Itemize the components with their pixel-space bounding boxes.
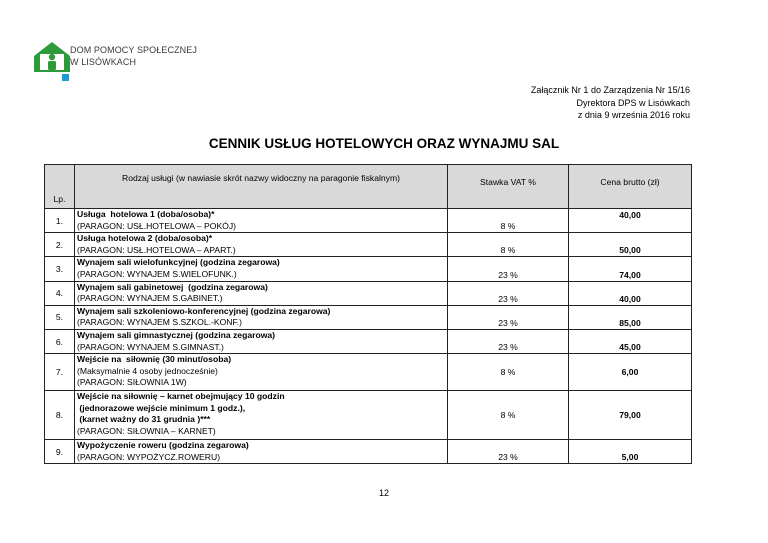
table-row bbox=[45, 281, 692, 305]
row-price: 6,00 bbox=[569, 354, 692, 391]
service-name: Usługa hotelowa 1 (doba/osoba)* bbox=[77, 209, 215, 219]
row-price: 5,00 bbox=[569, 440, 692, 464]
row-lp: 2. bbox=[45, 233, 75, 257]
dps-logo-icon bbox=[32, 40, 72, 82]
row-service bbox=[75, 233, 448, 257]
receipt-code: (PARAGON: WYNAJEM S.GABINET.) bbox=[77, 293, 223, 304]
row-vat: 8 % bbox=[448, 391, 569, 440]
receipt-code: (PARAGON: SIŁOWNIA 1W) bbox=[77, 377, 187, 388]
price-table bbox=[44, 164, 692, 464]
row-service bbox=[75, 209, 448, 233]
organization-name-line2: W LISÓWKACH bbox=[70, 57, 137, 67]
row-service bbox=[75, 257, 448, 281]
receipt-code: (PARAGON: USŁ.HOTELOWA – APART.) bbox=[77, 244, 236, 255]
service-name: Wejście na siłownię – karnet obejmujący 10 godzin bbox=[77, 391, 285, 402]
table-row bbox=[45, 440, 692, 464]
receipt-code: (PARAGON: WYPOŻYCZ.ROWERU) bbox=[77, 451, 221, 462]
row-service bbox=[75, 440, 448, 464]
receipt-code: (PARAGON: WYNAJEM S.WIELOFUNK.) bbox=[77, 268, 237, 279]
header-vat: Stawka VAT % bbox=[448, 165, 569, 209]
row-price: 50,00 bbox=[569, 233, 692, 257]
row-price: 40,00 bbox=[569, 281, 692, 305]
row-price: 40,00 bbox=[569, 209, 692, 233]
row-price: 74,00 bbox=[569, 257, 692, 281]
table-header-row bbox=[45, 165, 692, 209]
row-service bbox=[75, 329, 448, 353]
service-note: (Maksymalnie 4 osoby jednocześnie) bbox=[77, 365, 218, 376]
row-lp: 5. bbox=[45, 305, 75, 329]
table-row bbox=[45, 354, 692, 391]
service-name: Usługa hotelowa 2 (doba/osoba)* bbox=[77, 233, 213, 244]
row-lp: 7. bbox=[45, 354, 75, 391]
table-row bbox=[45, 209, 692, 233]
annex-line2: Dyrektora DPS w Lisówkach bbox=[576, 97, 690, 108]
service-validity: (karnet ważny do 31 grudnia )*** bbox=[77, 414, 211, 425]
row-service bbox=[75, 281, 448, 305]
row-service bbox=[75, 391, 448, 440]
table-row bbox=[45, 329, 692, 353]
receipt-code: (PARAGON: WYNAJEM S.GIMNAST.) bbox=[77, 341, 224, 352]
row-price: 45,00 bbox=[569, 329, 692, 353]
service-name: Wypożyczenie roweru (godzina zegarowa) bbox=[77, 440, 249, 451]
table-row bbox=[45, 391, 692, 440]
row-vat: 23 % bbox=[448, 305, 569, 329]
organization-name-line1: DOM POMOCY SPOŁECZNEJ bbox=[70, 45, 197, 55]
receipt-code: (PARAGON: SIŁOWNIA – KARNET) bbox=[77, 425, 216, 436]
service-name: Wynajem sali wielofunkcyjnej (godzina zegarowa) bbox=[77, 257, 280, 268]
service-name: Wejście na siłownię (30 minut/osoba) bbox=[77, 354, 232, 365]
header-price: Cena brutto (zł) bbox=[569, 165, 692, 209]
row-lp: 8. bbox=[45, 391, 75, 440]
service-name: Wynajem sali gimnastycznej (godzina zegarowa) bbox=[77, 329, 276, 340]
row-price: 79,00 bbox=[569, 391, 692, 440]
receipt-code: (PARAGON: USŁ.HOTELOWA – POKÓJ) bbox=[77, 220, 237, 231]
row-service bbox=[75, 305, 448, 329]
row-service bbox=[75, 354, 448, 391]
table-row bbox=[45, 233, 692, 257]
service-name: Wynajem sali gabinetowej (godzina zegarowa) bbox=[77, 281, 268, 292]
table-row bbox=[45, 257, 692, 281]
header-service: Rodzaj usługi (w nawiasie skrót nazwy widoczny na paragonie fiskalnym) bbox=[75, 165, 448, 209]
row-lp: 9. bbox=[45, 440, 75, 464]
header-lp: Lp. bbox=[45, 165, 75, 209]
row-price: 85,00 bbox=[569, 305, 692, 329]
row-lp: 6. bbox=[45, 329, 75, 353]
organization-name bbox=[70, 44, 197, 68]
table-row bbox=[45, 305, 692, 329]
row-lp: 4. bbox=[45, 281, 75, 305]
service-name: Wynajem sali szkoleniowo-konferencyjnej (godzina zegarowa) bbox=[77, 305, 331, 316]
row-vat: 23 % bbox=[448, 257, 569, 281]
row-lp: 1. bbox=[45, 209, 75, 233]
row-vat: 8 % bbox=[448, 233, 569, 257]
service-condition: (jednorazowe wejście minimum 1 godz.), bbox=[77, 402, 246, 413]
row-vat: 23 % bbox=[448, 329, 569, 353]
row-vat: 8 % bbox=[448, 209, 569, 233]
row-vat: 8 % bbox=[448, 354, 569, 391]
row-vat: 23 % bbox=[448, 281, 569, 305]
annex-note bbox=[531, 84, 690, 122]
receipt-code: (PARAGON: WYNAJEM S.SZKOL.-KONF.) bbox=[77, 317, 243, 328]
annex-line1: Załącznik Nr 1 do Zarządzenia Nr 15/16 bbox=[530, 85, 690, 95]
annex-line3: z dnia 9 września 2016 roku bbox=[577, 110, 690, 120]
page-title: CENNIK USŁUG HOTELOWYCH ORAZ WYNAJMU SAL bbox=[208, 136, 560, 151]
row-lp: 3. bbox=[45, 257, 75, 281]
page-number: 12 bbox=[378, 488, 389, 498]
row-vat: 23 % bbox=[448, 440, 569, 464]
